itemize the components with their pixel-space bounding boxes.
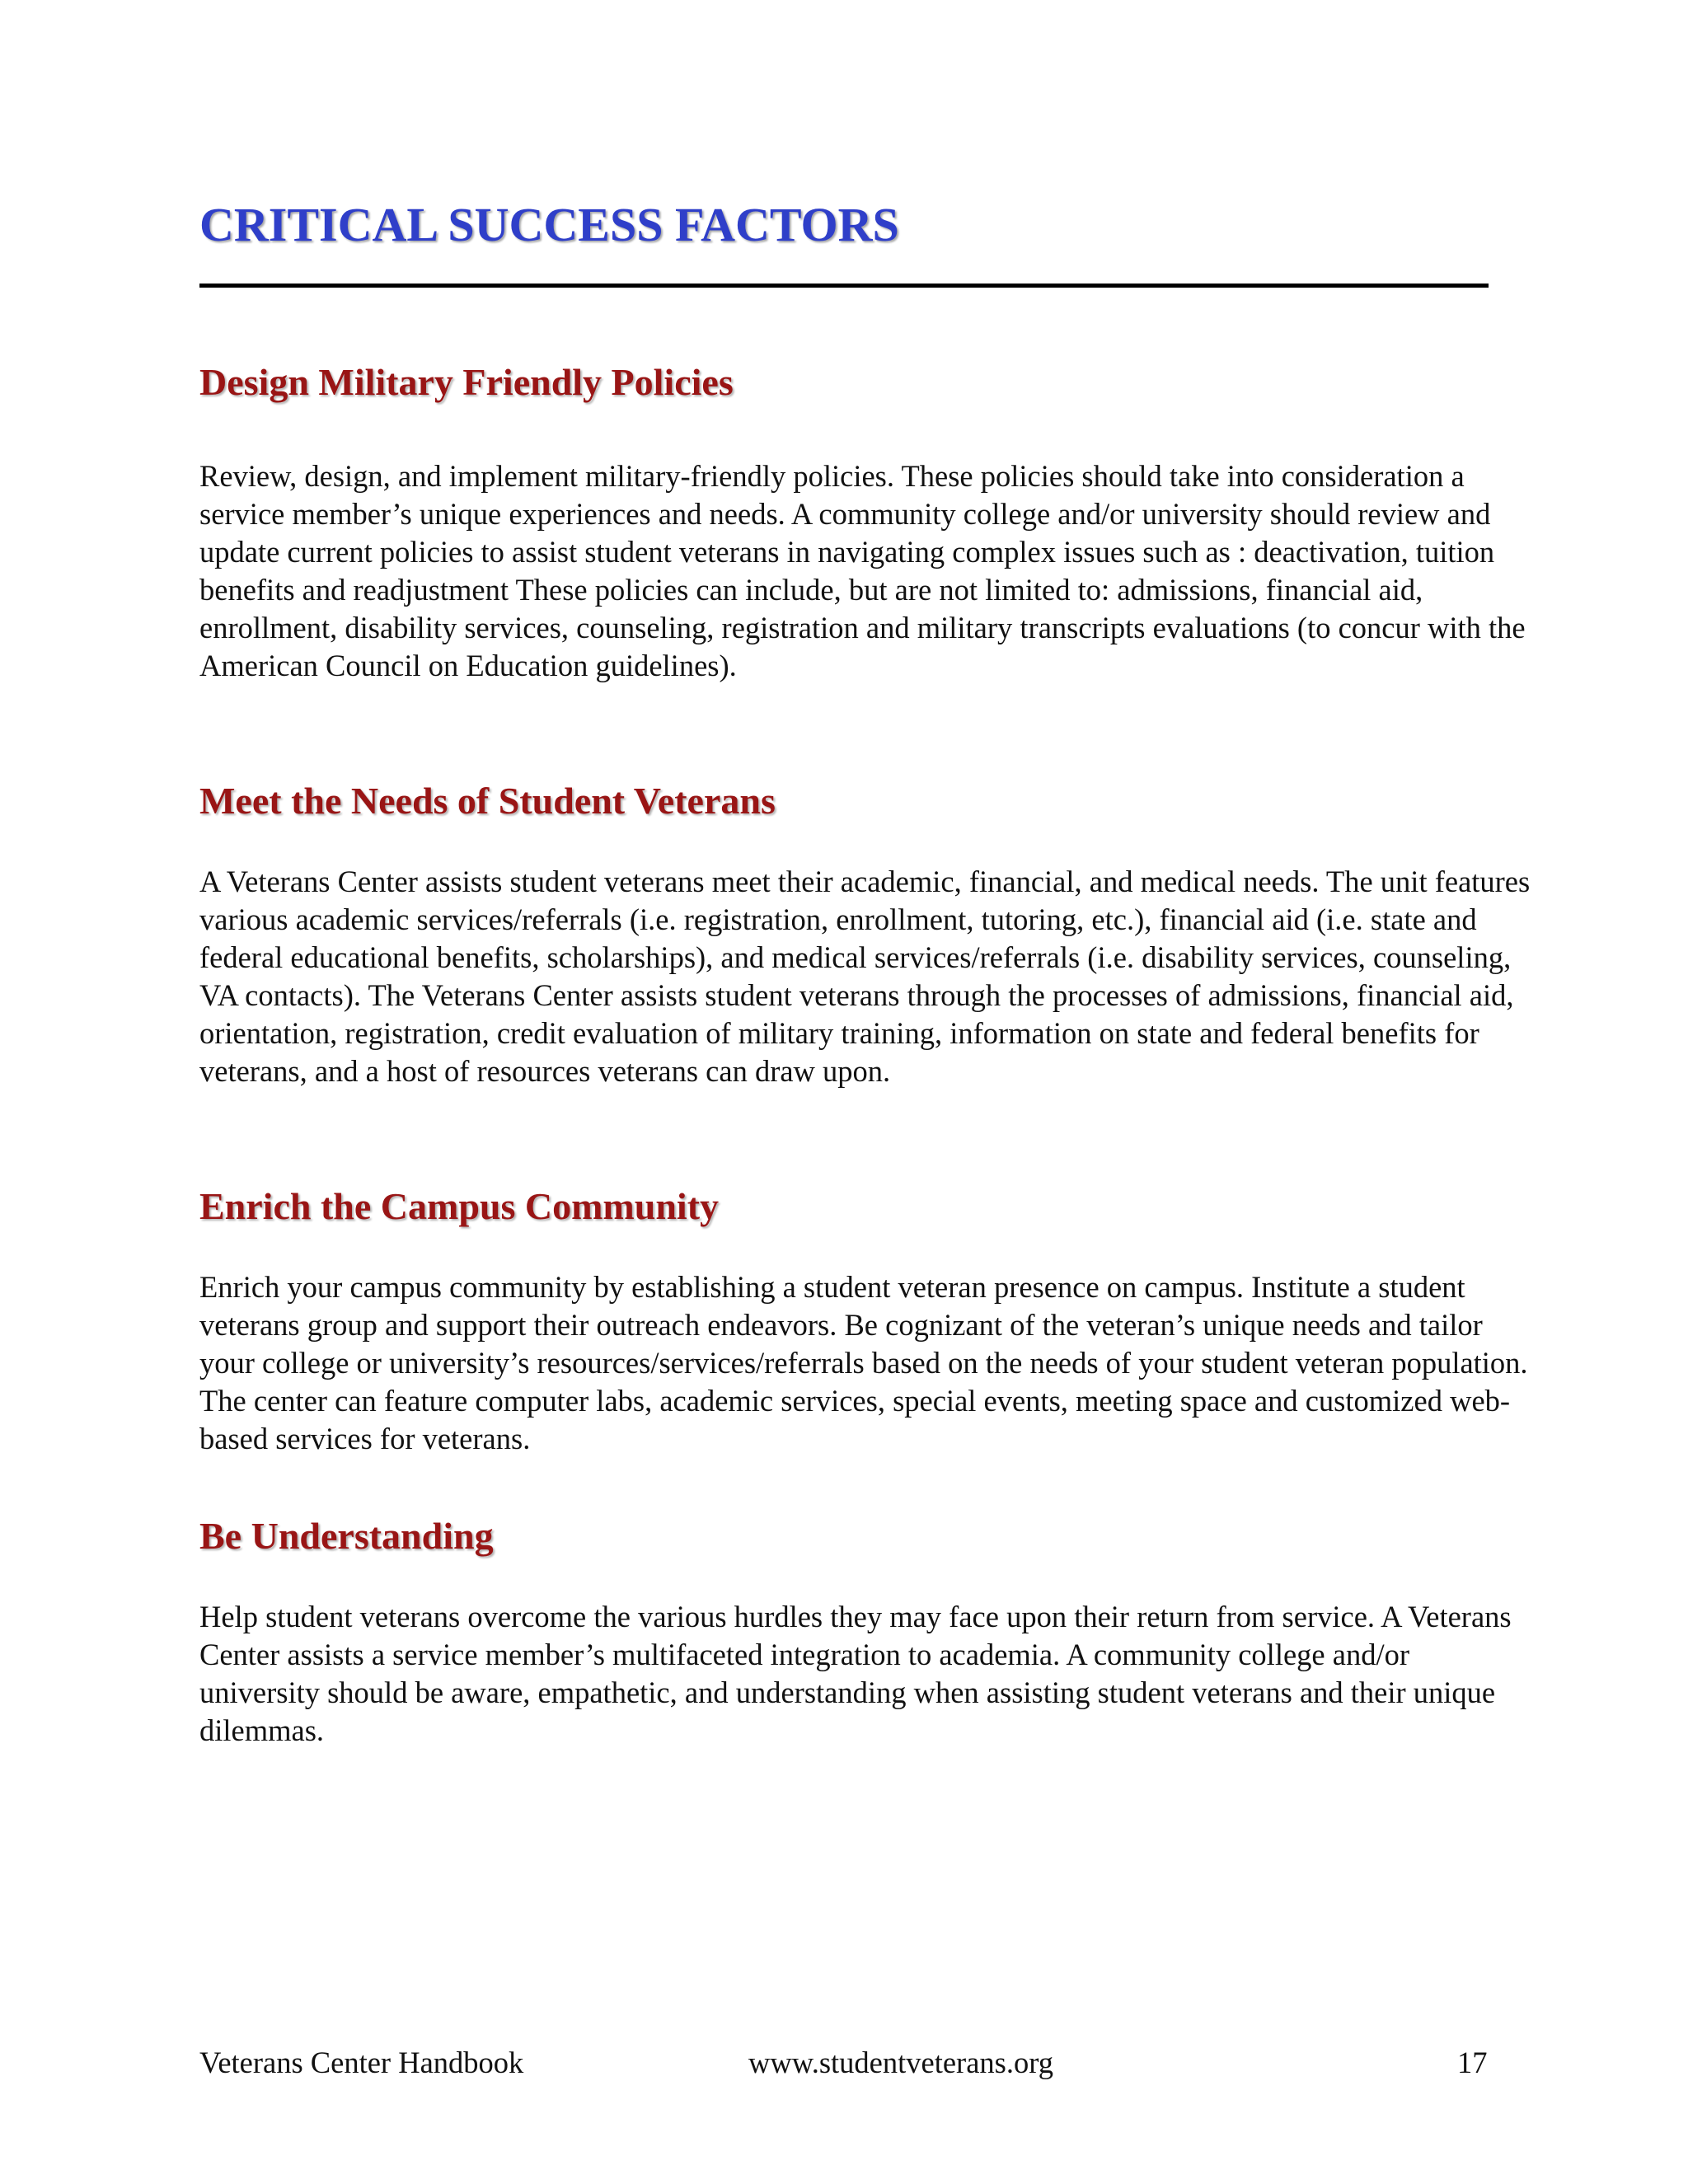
footer-website: www.studentveterans.org bbox=[748, 2046, 1053, 2079]
page-title: CRITICAL SUCCESS FACTORS bbox=[199, 198, 899, 251]
section-heading-be-understanding: Be Understanding bbox=[199, 1515, 494, 1557]
section-body-military-policies: Review, design, and implement military-friendly policies. These policies should take into consideration a service member’s unique experiences and needs. A community college and/or university should review and update current policies to assist student veterans in navigating complex issues such as : deactivation, tuition benefits and readjustment These policies can include, but are not limited to: admissions, financial aid, enrollment, disability services, counseling, registration and military transcripts evaluations (to concur with the American Council on Education guidelines). bbox=[199, 459, 1526, 682]
section-body-campus-community: Enrich your campus community by establishing a student veteran presence on campus. Institute a student veterans group and support their outreach endeavors. Be cognizant of the veteran’s unique needs and tailor your college or university’s resources/services/referrals based on the needs of your student veteran population. The center can feature computer labs, academic services, special events, meeting space and customized web-based services for veterans. bbox=[199, 1270, 1528, 1455]
footer-document-name: Veterans Center Handbook bbox=[199, 2046, 524, 2079]
footer-page-number: 17 bbox=[1457, 2046, 1488, 2079]
title-divider bbox=[199, 284, 1489, 288]
section-body-student-needs: A Veterans Center assists student veterans meet their academic, financial, and medical needs. The unit features various academic services/referrals (i.e. registration, enrollment, tutoring, etc.), financial aid (i.e. state and federal educational benefits, scholarships), and medical services/referrals (i.e. disability services, counseling, VA contacts). The Veterans Center assists student veterans through the processes of admissions, financial aid, orientation, registration, credit evaluation of military training, information on state and federal benefits for veterans, and a host of resources veterans can draw upon. bbox=[199, 865, 1531, 1088]
section-heading-military-policies: Design Military Friendly Policies bbox=[199, 361, 734, 403]
section-heading-student-needs: Meet the Needs of Student Veterans bbox=[199, 780, 776, 822]
section-heading-campus-community: Enrich the Campus Community bbox=[199, 1185, 720, 1227]
section-body-be-understanding: Help student veterans overcome the various hurdles they may face upon their return from service. A Veterans Center assists a service member’s multifaceted integration to academia. A community college and/or university should be aware, empathetic, and understanding when assisting student veterans and their unique dilemmas. bbox=[199, 1600, 1512, 1747]
